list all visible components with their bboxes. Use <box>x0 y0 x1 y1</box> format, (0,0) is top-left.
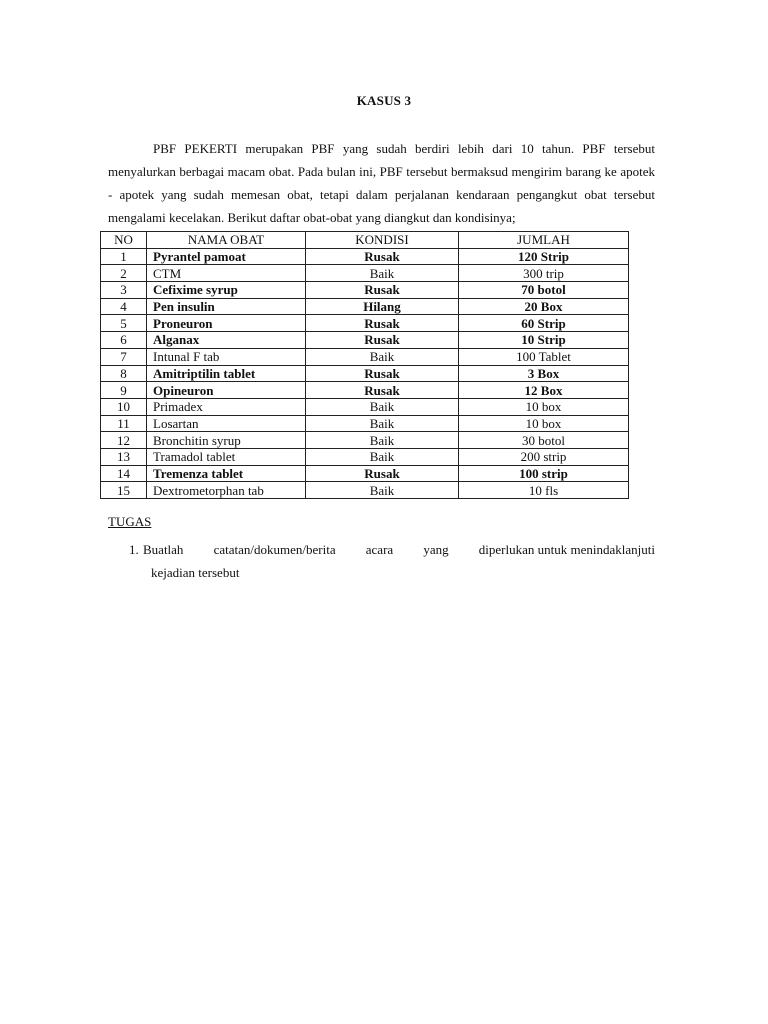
table-row <box>101 415 629 432</box>
medicine-table <box>100 231 629 499</box>
cell-nama-obat: Alganax <box>147 332 306 349</box>
cell-no: 8 <box>101 365 147 382</box>
table-row <box>101 382 629 399</box>
cell-kondisi: Rusak <box>306 365 459 382</box>
cell-nama-obat: Cefixime syrup <box>147 282 306 299</box>
cell-no: 5 <box>101 315 147 332</box>
tugas-word: diperlukan untuk menindaklanjuti <box>478 542 655 557</box>
tugas-list <box>129 538 655 584</box>
tugas-word: Buatlah <box>143 542 184 557</box>
tugas-heading: TUGAS <box>108 514 152 529</box>
cell-jumlah: 70 botol <box>459 282 629 299</box>
cell-jumlah: 300 trip <box>459 265 629 282</box>
cell-nama-obat: Tremenza tablet <box>147 465 306 482</box>
table-row <box>101 465 629 482</box>
cell-nama-obat: Dextrometorphan tab <box>147 482 306 499</box>
cell-kondisi: Rusak <box>306 282 459 299</box>
cell-no: 1 <box>101 248 147 265</box>
table-row <box>101 348 629 365</box>
tugas-item-line1 <box>143 538 655 561</box>
cell-kondisi: Baik <box>306 432 459 449</box>
table-row <box>101 282 629 299</box>
cell-nama-obat: Intunal F tab <box>147 348 306 365</box>
tugas-word: catatan/dokumen/berita <box>213 542 336 557</box>
cell-kondisi: Baik <box>306 265 459 282</box>
table-row <box>101 448 629 465</box>
cell-kondisi: Rusak <box>306 248 459 265</box>
cell-jumlah: 30 botol <box>459 432 629 449</box>
cell-nama-obat: CTM <box>147 265 306 282</box>
cell-nama-obat: Amitriptilin tablet <box>147 365 306 382</box>
cell-jumlah: 10 Strip <box>459 332 629 349</box>
cell-kondisi: Baik <box>306 348 459 365</box>
table-row <box>101 248 629 265</box>
cell-jumlah: 12 Box <box>459 382 629 399</box>
cell-nama-obat: Pen insulin <box>147 298 306 315</box>
table-header-row <box>101 232 629 249</box>
table-body <box>101 248 629 498</box>
cell-no: 2 <box>101 265 147 282</box>
tugas-item-number: 1. <box>129 542 139 557</box>
table-row <box>101 365 629 382</box>
intro-paragraph: PBF PEKERTI merupakan PBF yang sudah berdiri lebih dari 10 tahun. PBF tersebut menyalurkan berbagai macam obat. Pada bulan ini, PBF tersebut bermaksud mengirim barang ke apotek - apotek yang sudah memesan obat, tetapi dalam perjalanan kendaraan pengangkut obat tersebut mengalami kecelakan. Berikut daftar obat-obat yang diangkut dan kondisinya; <box>108 141 655 225</box>
cell-no: 3 <box>101 282 147 299</box>
cell-nama-obat: Proneuron <box>147 315 306 332</box>
cell-kondisi: Baik <box>306 448 459 465</box>
cell-jumlah: 100 strip <box>459 465 629 482</box>
table-row <box>101 332 629 349</box>
cell-jumlah: 60 Strip <box>459 315 629 332</box>
cell-kondisi: Baik <box>306 398 459 415</box>
table-row <box>101 298 629 315</box>
cell-jumlah: 20 Box <box>459 298 629 315</box>
cell-kondisi: Rusak <box>306 382 459 399</box>
cell-no: 10 <box>101 398 147 415</box>
cell-no: 15 <box>101 482 147 499</box>
cell-no: 11 <box>101 415 147 432</box>
cell-no: 9 <box>101 382 147 399</box>
table-row <box>101 432 629 449</box>
header-nama-obat: NAMA OBAT <box>147 232 306 249</box>
header-kondisi: KONDISI <box>306 232 459 249</box>
cell-nama-obat: Losartan <box>147 415 306 432</box>
tugas-word: acara <box>365 542 394 557</box>
cell-no: 6 <box>101 332 147 349</box>
cell-kondisi: Hilang <box>306 298 459 315</box>
table-row <box>101 482 629 499</box>
header-jumlah: JUMLAH <box>459 232 629 249</box>
cell-no: 4 <box>101 298 147 315</box>
cell-jumlah: 100 Tablet <box>459 348 629 365</box>
tugas-word: yang <box>423 542 449 557</box>
tugas-item-line2: kejadian tersebut <box>151 565 240 580</box>
document-title: KASUS 3 <box>356 93 412 108</box>
cell-jumlah: 3 Box <box>459 365 629 382</box>
cell-jumlah: 200 strip <box>459 448 629 465</box>
cell-nama-obat: Primadex <box>147 398 306 415</box>
cell-kondisi: Rusak <box>306 332 459 349</box>
tugas-item-text <box>143 538 655 584</box>
cell-kondisi: Rusak <box>306 465 459 482</box>
cell-no: 7 <box>101 348 147 365</box>
cell-kondisi: Baik <box>306 482 459 499</box>
header-no: NO <box>101 232 147 249</box>
cell-nama-obat: Bronchitin syrup <box>147 432 306 449</box>
cell-kondisi: Rusak <box>306 315 459 332</box>
cell-nama-obat: Pyrantel pamoat <box>147 248 306 265</box>
table-row <box>101 398 629 415</box>
cell-no: 13 <box>101 448 147 465</box>
tugas-item <box>129 538 655 584</box>
cell-nama-obat: Opineuron <box>147 382 306 399</box>
table-row <box>101 315 629 332</box>
cell-no: 14 <box>101 465 147 482</box>
cell-nama-obat: Tramadol tablet <box>147 448 306 465</box>
cell-jumlah: 10 fls <box>459 482 629 499</box>
cell-no: 12 <box>101 432 147 449</box>
cell-kondisi: Baik <box>306 415 459 432</box>
cell-jumlah: 10 box <box>459 398 629 415</box>
cell-jumlah: 120 Strip <box>459 248 629 265</box>
table-row <box>101 265 629 282</box>
cell-jumlah: 10 box <box>459 415 629 432</box>
